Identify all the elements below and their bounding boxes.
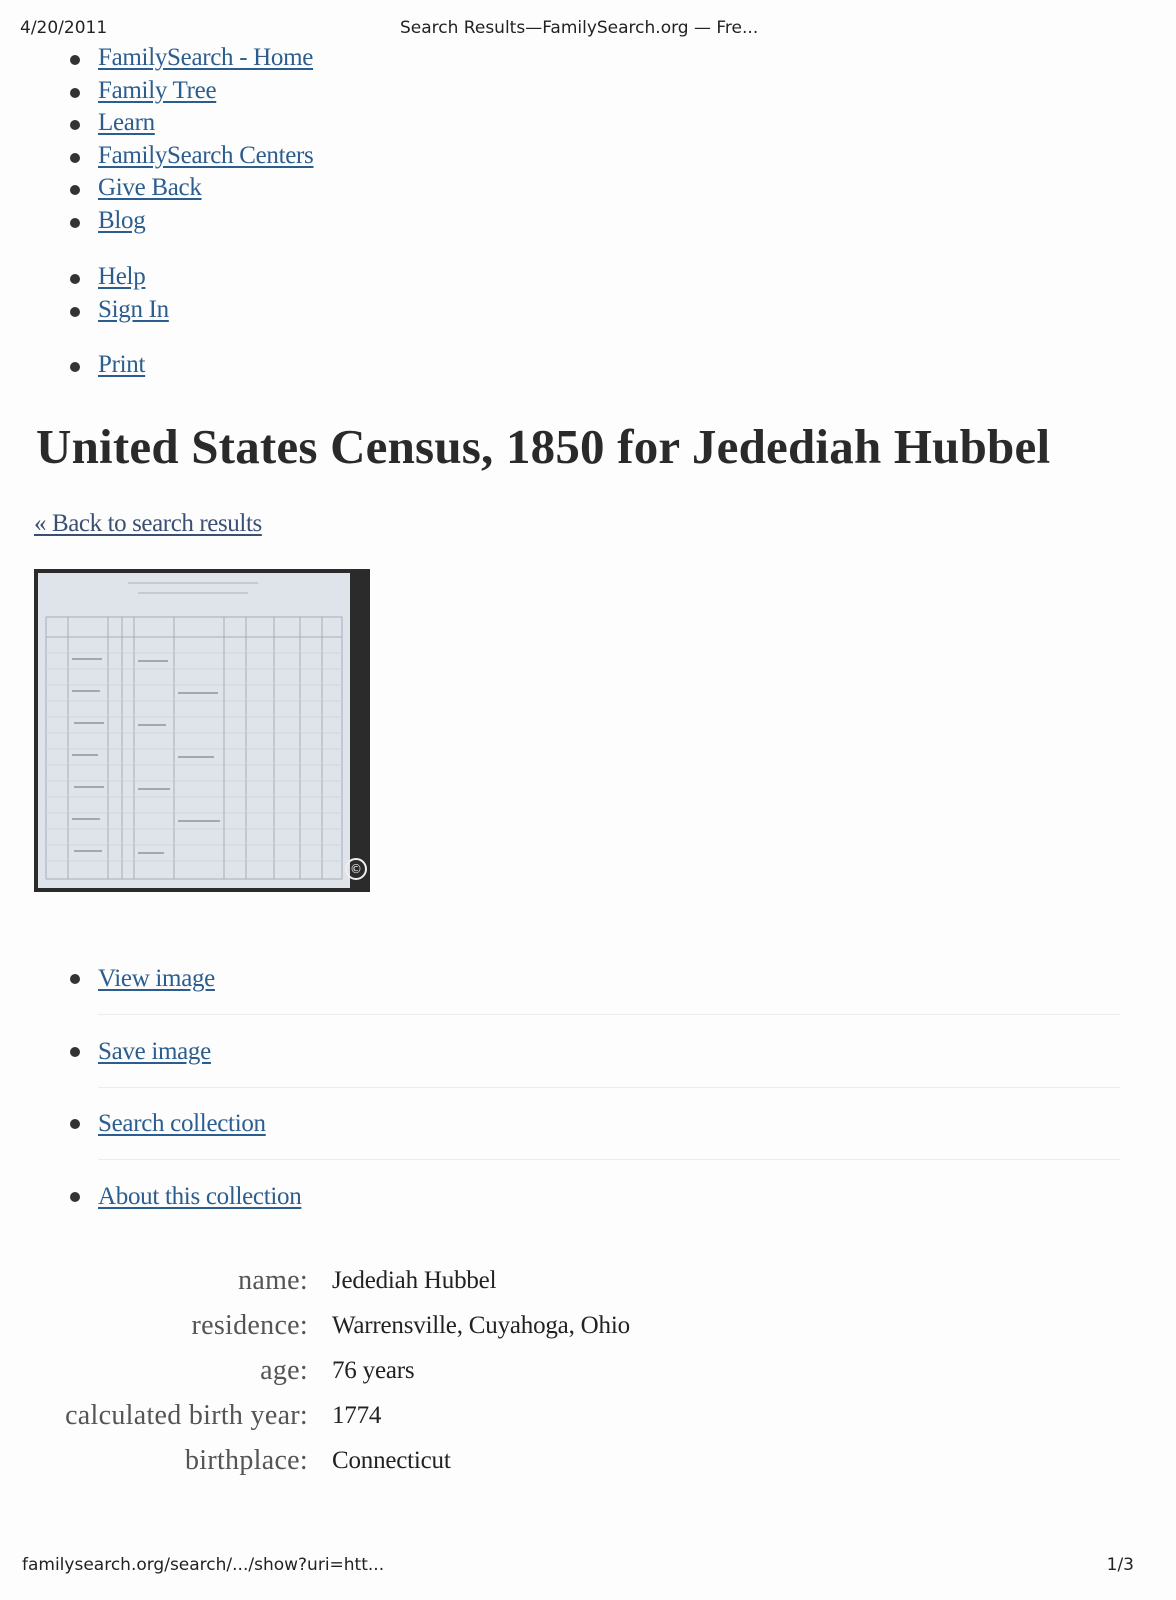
field-value: Connecticut [332,1446,451,1474]
about-collection-link[interactable]: About this collection [98,1182,302,1210]
divider [98,1159,1120,1160]
record-actions [70,960,1120,1250]
nav-link-centers[interactable]: FamilySearch Centers [98,141,314,169]
field-label: calculated birth year: [65,1399,308,1431]
nav-item-family-tree [70,76,313,109]
save-image-link[interactable]: Save image [98,1037,211,1065]
nav-item-home [70,43,313,76]
field-label: birthplace: [184,1444,308,1476]
record-row-birth-year [40,1393,630,1438]
nav-link-learn[interactable]: Learn [98,109,155,136]
nav-link-blog[interactable]: Blog [98,206,146,234]
nav-item-blog [70,206,313,239]
field-value: 76 years [332,1356,415,1384]
nav-link-sign-in[interactable]: Sign In [98,295,169,323]
record-details [40,1258,630,1483]
nav-item-print [70,350,145,383]
field-label: name: [238,1264,308,1296]
record-row-age [40,1348,630,1393]
nav-link-help[interactable]: Help [98,263,146,290]
field-value: Warrensville, Cuyahoga, Ohio [332,1311,630,1339]
nav-link-family-tree[interactable]: Family Tree [98,76,217,104]
copyright-icon: © [345,858,367,880]
main-navigation [70,43,313,238]
nav-item-give-back [70,173,313,206]
view-image-link[interactable]: View image [98,965,215,992]
print-url: familysearch.org/search/.../show?uri=htt... [22,1555,385,1575]
print-navigation [70,350,145,383]
nav-item-sign-in [70,295,169,328]
nav-link-home[interactable]: FamilySearch - Home [98,44,314,71]
action-item-search-collection [70,1105,1120,1178]
field-value: Jedediah Hubbel [332,1266,497,1294]
record-row-name [40,1258,630,1303]
record-row-birthplace [40,1438,630,1483]
nav-item-learn [70,108,313,141]
field-value: 1774 [332,1401,382,1429]
nav-item-centers [70,141,313,174]
print-date: 4/20/2011 [20,18,108,38]
action-item-save-image [70,1033,1120,1106]
page-title: United States Census, 1850 for Jedediah Hubbel [36,419,1051,474]
census-sheet-lines [38,573,350,888]
field-label: residence: [191,1309,308,1341]
print-link[interactable]: Print [98,351,146,378]
action-item-view-image [70,960,1120,1033]
census-sheet-image [38,573,350,888]
record-row-residence [40,1303,630,1348]
divider [98,1014,1120,1015]
back-to-results-link[interactable]: « Back to search results [34,510,262,537]
nav-link-give-back[interactable]: Give Back [98,174,202,201]
divider [98,1087,1120,1088]
print-page-title: Search Results—FamilySearch.org — Fre... [400,18,759,38]
print-page-number: 1/3 [1106,1555,1134,1575]
search-collection-link[interactable]: Search collection [98,1110,266,1137]
field-label: age: [260,1354,308,1386]
action-item-about-collection [70,1178,1120,1251]
nav-item-help [70,262,169,295]
user-navigation [70,262,169,327]
census-record-thumbnail[interactable] [34,569,370,892]
